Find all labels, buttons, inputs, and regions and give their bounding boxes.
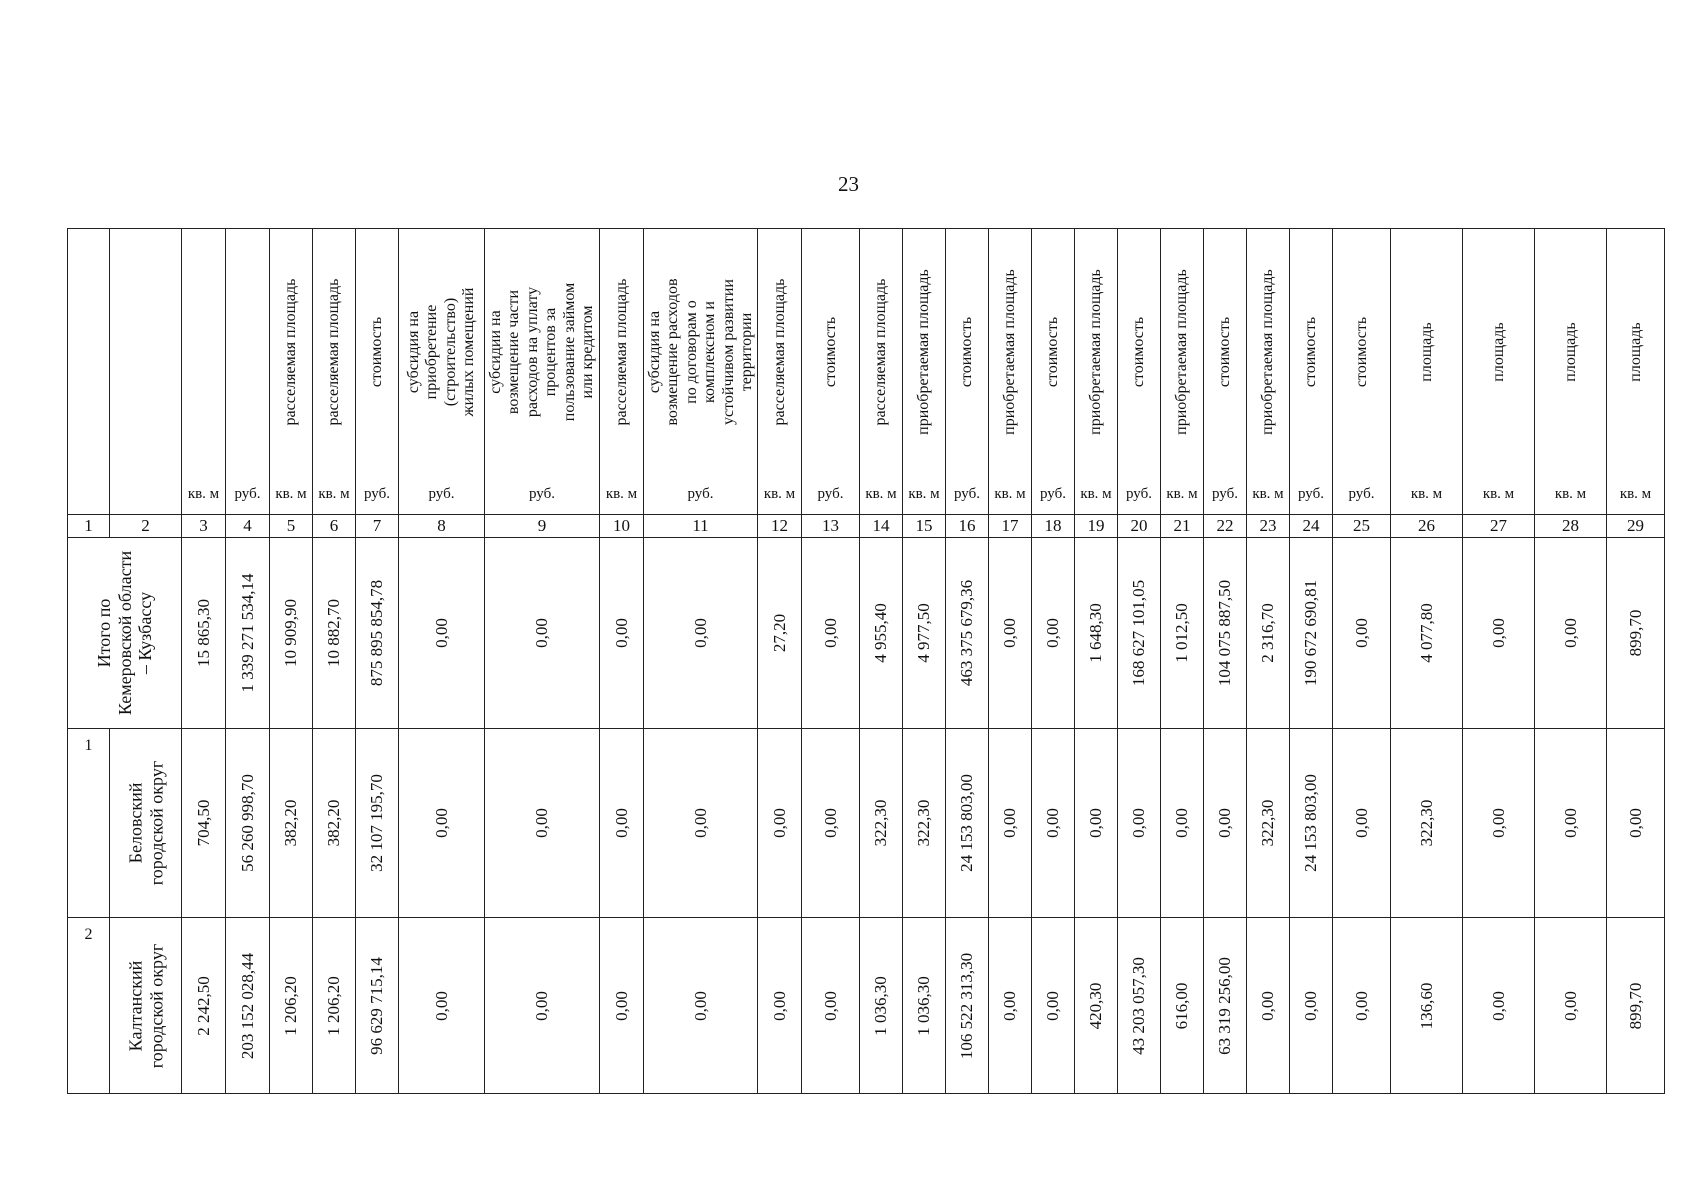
unit-cell: кв. м — [313, 474, 356, 515]
data-cell — [1075, 729, 1118, 918]
header-cell-17-text: приобретаемая площадь — [1000, 268, 1018, 435]
data-cell — [485, 538, 600, 729]
data-cell-text: 0,00 — [431, 618, 451, 648]
header-cell-14-text: расселяемая площадь — [871, 278, 889, 425]
column-number-cell: 26 — [1391, 515, 1463, 538]
data-cell-text: 24 153 803,00 — [1301, 774, 1321, 872]
unit-cell: руб. — [399, 474, 485, 515]
header-cell-24-text: стоимость — [1301, 316, 1319, 387]
data-cell — [399, 918, 485, 1094]
data-cell — [1333, 538, 1391, 729]
data-cell-text: 463 375 679,36 — [957, 579, 977, 687]
header-cell-10-text: расселяемая площадь — [612, 278, 630, 425]
data-cell-text: 2 242,50 — [193, 975, 213, 1036]
data-cell-text: 1 206,20 — [324, 975, 344, 1036]
header-cell-17 — [989, 229, 1032, 475]
data-cell — [1032, 918, 1075, 1094]
header-cell-8-text: субсидия на приобретение (строительство) жилых помещений — [404, 287, 477, 416]
data-cell — [485, 918, 600, 1094]
data-cell — [644, 729, 758, 918]
column-number-cell: 21 — [1161, 515, 1204, 538]
column-number-cell: 20 — [1118, 515, 1161, 538]
column-numbers-row — [68, 515, 1665, 538]
data-cell — [1032, 538, 1075, 729]
header-cell-18-text: стоимость — [1043, 316, 1061, 387]
data-cell-text: 10 882,70 — [324, 599, 344, 667]
header-cell-12 — [758, 229, 802, 475]
data-cell — [989, 918, 1032, 1094]
data-cell — [903, 538, 946, 729]
data-cell-text: 0,00 — [611, 808, 631, 838]
unit-cell: кв. м — [1247, 474, 1290, 515]
data-cell — [399, 729, 485, 918]
data-cell — [1247, 538, 1290, 729]
header-cell-20 — [1118, 229, 1161, 475]
unit-cell: кв. м — [1391, 474, 1463, 515]
unit-cell: руб. — [644, 474, 758, 515]
header-cell-16 — [946, 229, 989, 475]
column-number-cell: 29 — [1607, 515, 1665, 538]
data-cell — [270, 918, 313, 1094]
header-cell-12-text: расселяемая площадь — [770, 278, 788, 425]
data-cell-text: 43 203 057,30 — [1129, 956, 1149, 1055]
data-cell — [1607, 729, 1665, 918]
header-cell-28-text: площадь — [1561, 321, 1579, 382]
header-cell-9 — [485, 229, 600, 475]
data-cell — [903, 729, 946, 918]
unit-cell: кв. м — [1607, 474, 1665, 515]
data-cell-text: 1 012,50 — [1172, 603, 1192, 663]
data-cell-text: 0,00 — [1043, 618, 1063, 648]
data-cell — [1333, 918, 1391, 1094]
unit-cell: руб. — [1032, 474, 1075, 515]
column-number-cell: 3 — [182, 515, 226, 538]
column-number-cell: 5 — [270, 515, 313, 538]
data-cell — [860, 538, 903, 729]
column-number-cell: 12 — [758, 515, 802, 538]
data-cell — [600, 538, 644, 729]
data-cell-text: 0,00 — [690, 808, 710, 838]
data-cell-text: 0,00 — [769, 990, 789, 1021]
data-cell — [1463, 918, 1535, 1094]
data-cell — [399, 538, 485, 729]
header-cell-6-text: расселяемая площадь — [324, 278, 342, 425]
header-cell-7-text: стоимость — [367, 316, 385, 387]
data-cell — [1247, 918, 1290, 1094]
data-cell — [1075, 918, 1118, 1094]
column-number-cell: 10 — [600, 515, 644, 538]
data-cell-text: 1 036,30 — [871, 975, 891, 1036]
data-cell-text: 899,70 — [1625, 982, 1645, 1029]
data-cell — [313, 538, 356, 729]
data-cell-text: 24 153 803,00 — [957, 774, 977, 872]
column-number-cell: 16 — [946, 515, 989, 538]
column-number-cell: 19 — [1075, 515, 1118, 538]
unit-cell: руб. — [485, 474, 600, 515]
header-cell-13-text: стоимость — [821, 316, 839, 387]
header-cell-28 — [1535, 229, 1607, 475]
unit-cell: руб. — [946, 474, 989, 515]
header-cell-empty — [110, 229, 182, 475]
header-cell-19 — [1075, 229, 1118, 475]
row-name: Итого по Кемеровской области – Кузбассу — [93, 550, 155, 716]
data-cell — [313, 729, 356, 918]
data-cell-text: 10 909,90 — [281, 599, 301, 667]
unit-cell: руб. — [1204, 474, 1247, 515]
row-name-text: Беловский городской округ — [124, 760, 166, 886]
data-cell-text: 168 627 101,05 — [1129, 579, 1149, 687]
report-table — [67, 228, 1665, 1094]
header-cell-6 — [313, 229, 356, 475]
column-number-cell: 18 — [1032, 515, 1075, 538]
row-name — [110, 918, 182, 1094]
header-cell-7 — [356, 229, 399, 475]
column-number-cell: 4 — [226, 515, 270, 538]
data-cell-text: 0,00 — [1488, 990, 1508, 1021]
header-cell-21-text: приобретаемая площадь — [1172, 268, 1190, 435]
data-cell-text: 616,00 — [1172, 982, 1192, 1029]
data-cell-text: 2 316,70 — [1258, 603, 1278, 663]
data-cell-text: 0,00 — [1351, 618, 1371, 648]
data-cell — [946, 538, 989, 729]
table-row — [68, 538, 1665, 729]
data-cell — [485, 729, 600, 918]
page-number: 23 — [838, 172, 859, 196]
data-cell — [1204, 538, 1247, 729]
header-cell-3 — [182, 229, 226, 475]
data-cell — [758, 729, 802, 918]
data-cell — [1607, 538, 1665, 729]
header-cell-22-text: стоимость — [1215, 316, 1233, 387]
data-cell-text: 0,00 — [1488, 618, 1508, 648]
unit-cell: кв. м — [600, 474, 644, 515]
column-number-cell: 6 — [313, 515, 356, 538]
data-cell — [1032, 729, 1075, 918]
data-cell-text: 15 865,30 — [193, 599, 213, 667]
data-cell — [989, 729, 1032, 918]
data-cell — [1535, 538, 1607, 729]
column-number-cell: 28 — [1535, 515, 1607, 538]
data-cell — [1247, 729, 1290, 918]
header-cell-15-text: приобретаемая площадь — [914, 268, 932, 435]
data-cell-text: 0,00 — [1000, 808, 1020, 838]
header-cell-25-text: стоимость — [1352, 316, 1370, 387]
column-number-cell: 11 — [644, 515, 758, 538]
data-cell — [270, 729, 313, 918]
data-cell — [1535, 918, 1607, 1094]
data-cell — [1290, 729, 1333, 918]
column-number-cell: 15 — [903, 515, 946, 538]
header-cell-27-text: площадь — [1489, 321, 1507, 382]
header-cell-21 — [1161, 229, 1204, 475]
column-number-cell: 27 — [1463, 515, 1535, 538]
header-cell-20-text: стоимость — [1129, 316, 1147, 387]
data-cell-text: 32 107 195,70 — [367, 774, 387, 872]
data-cell — [1607, 918, 1665, 1094]
unit-cell: кв. м — [1075, 474, 1118, 515]
data-cell-text: 203 152 028,44 — [237, 952, 257, 1059]
data-cell-text: 0,00 — [1351, 990, 1371, 1021]
row-index-cell — [68, 918, 110, 1094]
header-cell-25 — [1333, 229, 1391, 475]
header-cell-5 — [270, 229, 313, 475]
data-cell — [226, 918, 270, 1094]
unit-cell: кв. м — [270, 474, 313, 515]
data-cell-text: 0,00 — [1301, 990, 1321, 1021]
header-cell-9-text: субсидии на возмещение части расходов на уплату процентов за пользование займом или кредитом — [486, 282, 596, 421]
data-cell-text: 322,30 — [914, 799, 934, 847]
header-cell-26-text: площадь — [1417, 321, 1435, 382]
data-cell-text: 0,00 — [1172, 808, 1192, 838]
unit-cell: руб. — [356, 474, 399, 515]
data-cell — [1391, 729, 1463, 918]
data-cell-text: 0,00 — [1560, 808, 1580, 838]
data-cell-text: 104 075 887,50 — [1215, 579, 1235, 687]
data-cell — [946, 918, 989, 1094]
data-cell — [758, 538, 802, 729]
data-cell-text: 1 206,20 — [281, 975, 301, 1036]
data-cell — [1204, 918, 1247, 1094]
data-cell — [1290, 918, 1333, 1094]
unit-cell: кв. м — [182, 474, 226, 515]
header-cell-18 — [1032, 229, 1075, 475]
unit-cell: кв. м — [860, 474, 903, 515]
header-cell-10 — [600, 229, 644, 475]
header-cell-empty — [68, 229, 110, 475]
data-cell — [226, 729, 270, 918]
data-cell-text: 4 955,40 — [871, 603, 891, 663]
data-cell-text: 27,20 — [769, 613, 789, 653]
column-number-cell: 13 — [802, 515, 860, 538]
data-cell-text: 0,00 — [1043, 808, 1063, 838]
data-cell-text: 0,00 — [1043, 990, 1063, 1021]
data-cell — [644, 538, 758, 729]
header-cell-23 — [1247, 229, 1290, 475]
data-cell-text: 322,30 — [1258, 799, 1278, 847]
unit-cell: руб. — [1290, 474, 1333, 515]
column-number-cell: 8 — [399, 515, 485, 538]
data-cell-text: 0,00 — [1625, 808, 1645, 838]
unit-cell: руб. — [226, 474, 270, 515]
data-cell-text: 0,00 — [532, 808, 552, 838]
unit-cell — [110, 474, 182, 515]
data-cell-text: 0,00 — [820, 618, 840, 648]
data-cell — [1463, 538, 1535, 729]
data-cell — [1075, 538, 1118, 729]
data-cell — [356, 538, 399, 729]
unit-cell: кв. м — [903, 474, 946, 515]
unit-cell: руб. — [1118, 474, 1161, 515]
data-cell-text: 0,00 — [532, 618, 552, 648]
unit-cell: кв. м — [1161, 474, 1204, 515]
data-cell — [1118, 538, 1161, 729]
unit-cell: кв. м — [1463, 474, 1535, 515]
column-number-cell: 14 — [860, 515, 903, 538]
data-cell — [270, 538, 313, 729]
data-cell — [1161, 918, 1204, 1094]
data-cell-text: 875 895 854,78 — [367, 579, 387, 687]
data-cell-text: 382,20 — [281, 799, 301, 847]
row-name-text: Калтанский городской округ — [124, 943, 166, 1068]
header-cell-19-text: приобретаемая площадь — [1086, 268, 1104, 435]
header-cell-8 — [399, 229, 485, 475]
data-cell-text: 106 522 313,30 — [957, 952, 977, 1059]
data-cell — [758, 918, 802, 1094]
column-number-cell: 22 — [1204, 515, 1247, 538]
header-row — [68, 229, 1665, 475]
data-cell-text: 1 339 271 534,14 — [237, 573, 257, 693]
table-row — [68, 729, 1665, 918]
table-row — [68, 918, 1665, 1094]
data-cell-text: 0,00 — [820, 990, 840, 1021]
data-cell — [1391, 918, 1463, 1094]
data-cell-text: 0,00 — [1560, 990, 1580, 1021]
data-cell-text: 56 260 998,70 — [237, 774, 257, 872]
data-cell-text: 0,00 — [1129, 808, 1149, 838]
data-cell-text: 0,00 — [1086, 808, 1106, 838]
data-cell-text: 0,00 — [1560, 618, 1580, 648]
data-cell — [903, 918, 946, 1094]
data-cell-text: 0,00 — [690, 618, 710, 648]
row-name — [110, 729, 182, 918]
data-cell — [1391, 538, 1463, 729]
data-cell — [1161, 729, 1204, 918]
data-cell-text: 190 672 690,81 — [1301, 579, 1321, 687]
column-number-cell: 7 — [356, 515, 399, 538]
unit-cell — [68, 474, 110, 515]
column-number-cell: 25 — [1333, 515, 1391, 538]
data-cell-text: 0,00 — [1351, 808, 1371, 838]
data-cell-text: 0,00 — [690, 990, 710, 1021]
data-cell-text: 0,00 — [769, 808, 789, 838]
data-cell-text: 0,00 — [1488, 808, 1508, 838]
unit-cell: кв. м — [1535, 474, 1607, 515]
header-cell-11 — [644, 229, 758, 475]
row-index: 1 — [84, 737, 93, 754]
data-cell-text: 420,30 — [1086, 982, 1106, 1029]
data-cell — [356, 729, 399, 918]
header-cell-4 — [226, 229, 270, 475]
column-number-cell: 2 — [110, 515, 182, 538]
data-cell — [600, 729, 644, 918]
data-cell — [1118, 729, 1161, 918]
data-cell-text: 0,00 — [1000, 990, 1020, 1021]
header-cell-26 — [1391, 229, 1463, 475]
column-number-cell: 17 — [989, 515, 1032, 538]
data-cell-text: 704,50 — [193, 799, 213, 847]
data-cell — [182, 538, 226, 729]
data-cell-text: 1 648,30 — [1086, 603, 1106, 663]
data-cell — [600, 918, 644, 1094]
unit-cell: руб. — [1333, 474, 1391, 515]
data-cell-text: 0,00 — [431, 990, 451, 1021]
row-index: 2 — [84, 926, 93, 943]
data-cell-text: 0,00 — [611, 618, 631, 648]
data-cell — [356, 918, 399, 1094]
data-cell — [802, 729, 860, 918]
data-cell — [802, 918, 860, 1094]
data-cell-text: 0,00 — [1000, 618, 1020, 648]
data-cell — [182, 729, 226, 918]
header-cell-11-text: субсидия на возмещение расходов по договорам о комплексном и устойчивом развитии территории — [645, 277, 755, 426]
data-cell — [1290, 538, 1333, 729]
data-cell — [313, 918, 356, 1094]
data-cell-text: 0,00 — [1258, 990, 1278, 1021]
data-cell-text: 96 629 715,14 — [367, 956, 387, 1055]
unit-cell: руб. — [802, 474, 860, 515]
units-row — [68, 474, 1665, 515]
header-cell-22 — [1204, 229, 1247, 475]
row-name-cell — [68, 538, 182, 729]
data-cell — [1535, 729, 1607, 918]
data-cell-text: 322,30 — [871, 799, 891, 847]
data-cell — [1204, 729, 1247, 918]
header-cell-29-text: площадь — [1626, 321, 1644, 382]
column-number-cell: 23 — [1247, 515, 1290, 538]
data-cell — [946, 729, 989, 918]
data-cell — [226, 538, 270, 729]
data-cell-text: 63 319 256,00 — [1215, 956, 1235, 1055]
header-cell-16-text: стоимость — [957, 316, 975, 387]
data-cell-text: 0,00 — [1215, 808, 1235, 838]
unit-cell: кв. м — [758, 474, 802, 515]
data-cell — [860, 918, 903, 1094]
data-cell — [1118, 918, 1161, 1094]
data-cell-text: 0,00 — [532, 990, 552, 1021]
data-cell-text: 0,00 — [431, 808, 451, 838]
header-cell-13 — [802, 229, 860, 475]
data-cell-text: 322,30 — [1416, 799, 1436, 847]
data-cell-text: 4 077,80 — [1416, 603, 1436, 663]
data-cell — [1161, 538, 1204, 729]
header-cell-29 — [1607, 229, 1665, 475]
header-cell-23-text: приобретаемая площадь — [1258, 268, 1276, 435]
data-cell — [860, 729, 903, 918]
column-number-cell: 24 — [1290, 515, 1333, 538]
data-cell — [989, 538, 1032, 729]
header-cell-5-text: расселяемая площадь — [281, 278, 299, 425]
data-cell — [1333, 729, 1391, 918]
data-cell-text: 136,60 — [1416, 982, 1436, 1029]
data-cell-text: 1 036,30 — [914, 975, 934, 1036]
data-cell-text: 382,20 — [324, 799, 344, 847]
data-cell — [182, 918, 226, 1094]
data-cell-text: 4 977,50 — [914, 603, 934, 663]
unit-cell: кв. м — [989, 474, 1032, 515]
header-cell-24 — [1290, 229, 1333, 475]
data-cell-text: 0,00 — [611, 990, 631, 1021]
header-cell-14 — [860, 229, 903, 475]
row-index-cell — [68, 729, 110, 918]
data-cell-text: 899,70 — [1625, 609, 1645, 657]
column-number-cell: 9 — [485, 515, 600, 538]
data-cell — [802, 538, 860, 729]
column-number-cell: 1 — [68, 515, 110, 538]
header-cell-15 — [903, 229, 946, 475]
header-cell-27 — [1463, 229, 1535, 475]
data-cell — [644, 918, 758, 1094]
data-cell — [1463, 729, 1535, 918]
data-cell-text: 0,00 — [820, 808, 840, 838]
